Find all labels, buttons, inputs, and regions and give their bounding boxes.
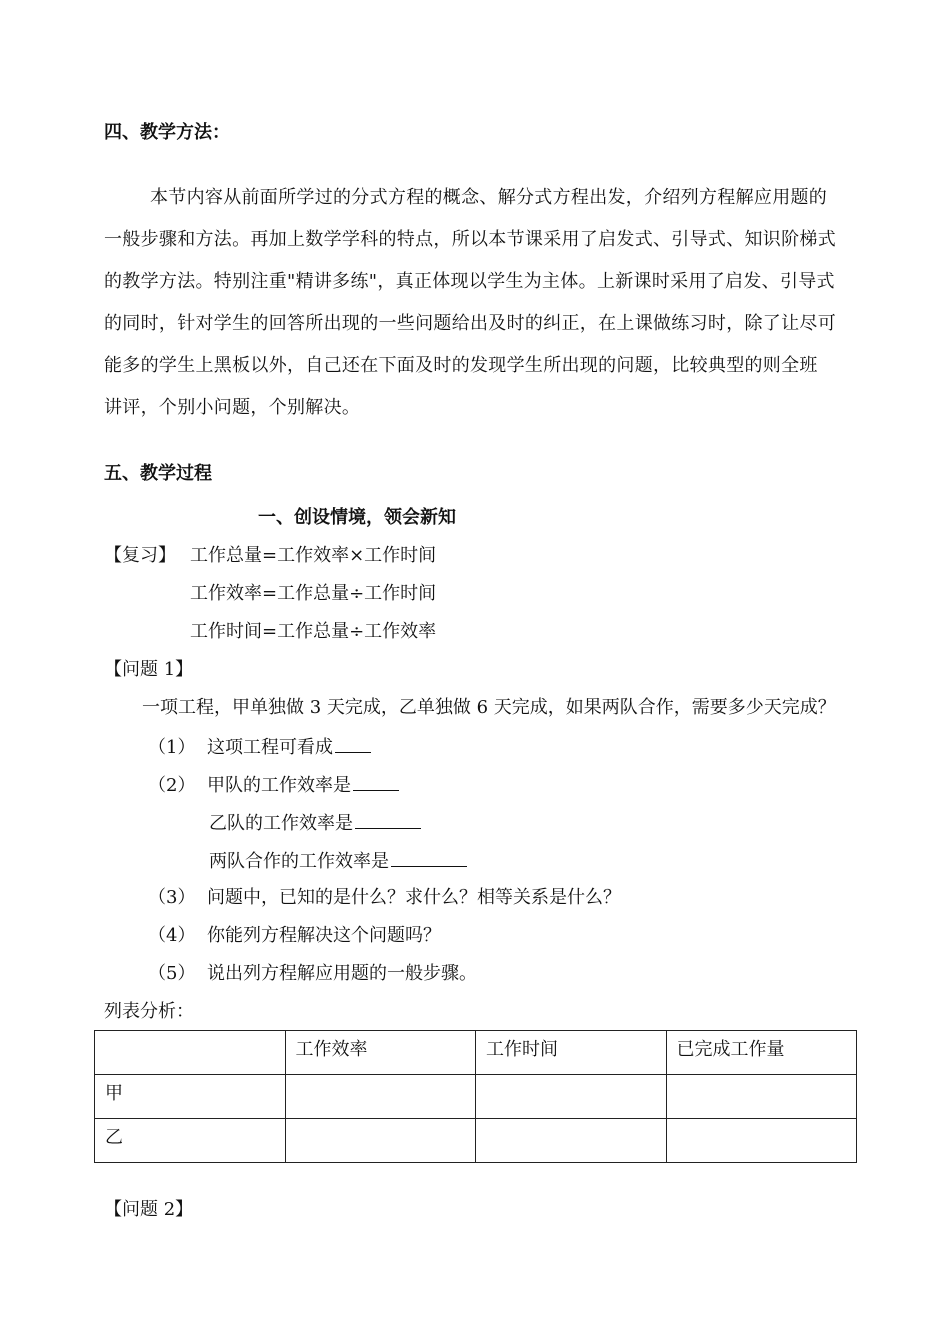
problem-1-label: 【问题 1】 xyxy=(104,659,194,680)
table-header-cell xyxy=(95,1031,286,1075)
answer-blank[interactable] xyxy=(355,810,421,829)
review-label: 【复习】 xyxy=(104,545,176,566)
paragraph-line: 讲评，个别小问题，个别解决。 xyxy=(104,397,361,418)
question-item: 乙队的工作效率是 xyxy=(209,809,421,835)
table-row xyxy=(95,1119,857,1163)
table-header-cell: 工作时间 xyxy=(476,1031,667,1075)
paragraph-line: 的教学方法。特别注重"精讲多练"，真正体现以学生为主体。上新课时采用了启发、引导式 xyxy=(104,271,835,292)
item-number: （4） xyxy=(148,925,196,946)
question-item: 两队合作的工作效率是 xyxy=(209,847,467,873)
table-header-cell: 已完成工作量 xyxy=(666,1031,857,1075)
table-header-cell: 工作效率 xyxy=(285,1031,476,1075)
paragraph-line: 的同时，针对学生的回答所出现的一些问题给出及时的纠正，在上课做练习时，除了让尽可 xyxy=(104,313,836,334)
table-cell[interactable] xyxy=(476,1119,667,1163)
answer-blank[interactable] xyxy=(353,772,399,791)
table-cell[interactable] xyxy=(476,1075,667,1119)
table-row xyxy=(95,1075,857,1119)
item-number: （5） xyxy=(148,963,196,984)
subsection-title: 一、创设情境，领会新知 xyxy=(258,507,456,528)
paragraph-line: 一般步骤和方法。再加上数学学科的特点，所以本节课采用了启发式、引导式、知识阶梯式 xyxy=(104,229,836,250)
table-cell[interactable] xyxy=(285,1075,476,1119)
review-formula: 工作总量=工作效率×工作时间 xyxy=(190,545,437,566)
table-header-row xyxy=(95,1031,857,1075)
question-item: 你能列方程解决这个问题吗？ xyxy=(207,925,441,946)
section-4-heading: 四、教学方法： xyxy=(104,122,230,143)
answer-blank[interactable] xyxy=(391,848,467,867)
item-number: （3） xyxy=(148,887,196,908)
item-number: （2） xyxy=(148,775,196,796)
table-cell[interactable] xyxy=(285,1119,476,1163)
analysis-table xyxy=(94,1030,857,1163)
question-item: 说出列方程解应用题的一般步骤。 xyxy=(207,963,477,984)
table-cell: 甲 xyxy=(95,1075,286,1119)
review-formula: 工作时间=工作总量÷工作效率 xyxy=(190,621,437,642)
problem-1-text: 一项工程，甲单独做 3 天完成，乙单独做 6 天完成，如果两队合作，需要多少天完成？ xyxy=(142,697,836,718)
table-cell[interactable] xyxy=(666,1075,857,1119)
review-formula: 工作效率=工作总量÷工作时间 xyxy=(190,583,437,604)
paragraph-line: 本节内容从前面所学过的分式方程的概念、解分式方程出发，介绍列方程解应用题的 xyxy=(150,187,828,208)
section-5-heading: 五、教学过程 xyxy=(104,463,212,484)
paragraph-line: 能多的学生上黑板以外，自己还在下面及时的发现学生所出现的问题，比较典型的则全班 xyxy=(104,355,818,376)
table-intro: 列表分析： xyxy=(104,1001,194,1022)
table-cell[interactable] xyxy=(666,1119,857,1163)
table-cell: 乙 xyxy=(95,1119,286,1163)
question-item: 问题中，已知的是什么？求什么？相等关系是什么？ xyxy=(207,887,621,908)
question-item: 这项工程可看成 xyxy=(207,733,371,759)
item-number: （1） xyxy=(148,737,196,758)
question-item: 甲队的工作效率是 xyxy=(207,771,399,797)
problem-2-label: 【问题 2】 xyxy=(104,1199,194,1220)
answer-blank[interactable] xyxy=(335,734,371,753)
